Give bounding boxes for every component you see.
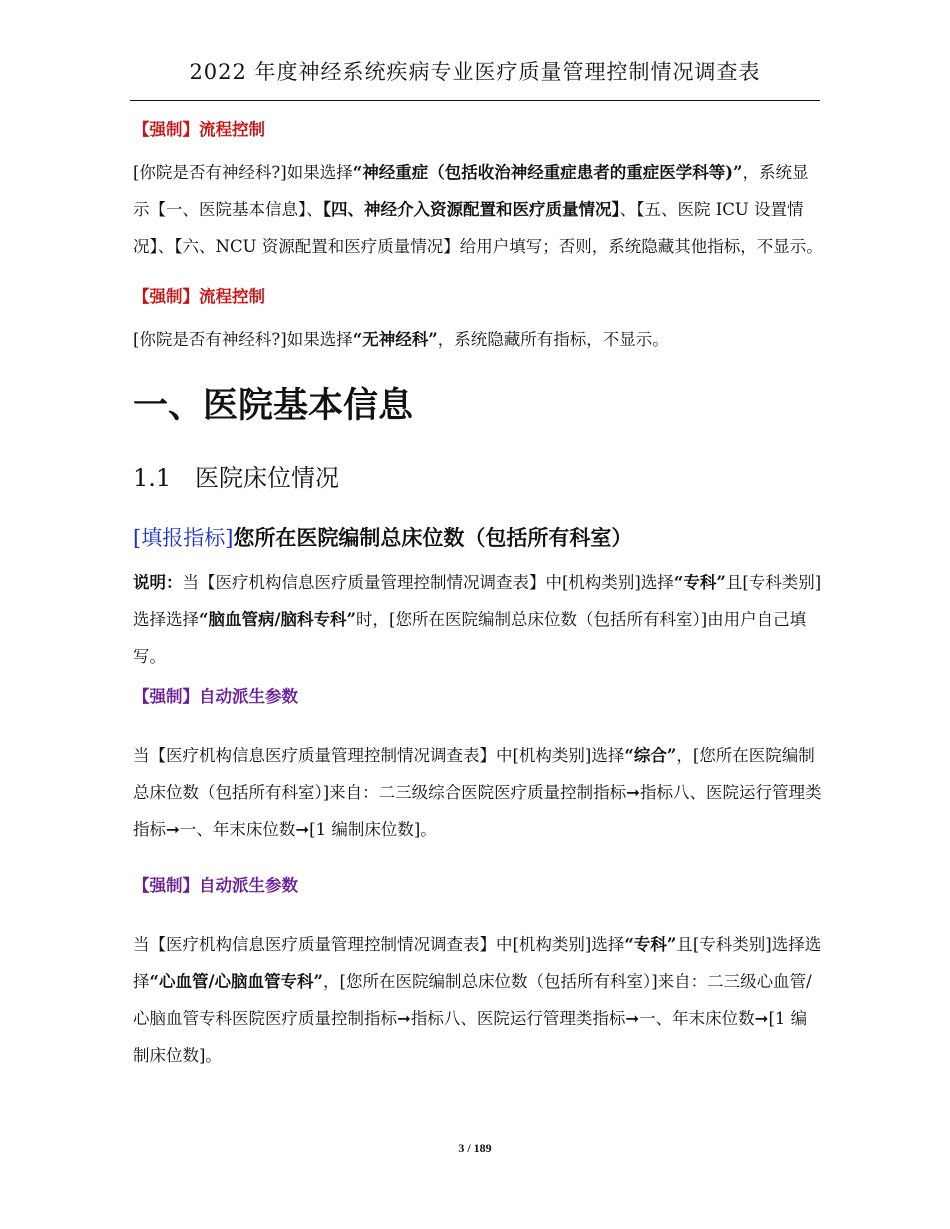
derived-param-tag: 【强制】自动派生参数 [133, 687, 298, 706]
page-content [133, 108, 823, 1074]
note-paragraph: 说明：当【医疗机构信息医疗质量管理控制情况调查表】中[机构类别]选择“专科”且[专科类别]选择选择“脑血管病/脑科专科”时，[您所在医院编制总床位数（包括所有科室）]由用户自己填写。 [133, 573, 822, 666]
flow-control-tag: 【强制】流程控制 [133, 120, 265, 139]
flow-control-tag-2: 【强制】流程控制 [133, 287, 265, 306]
header-rule [130, 100, 820, 101]
indicator-prefix: [填报指标] [133, 526, 234, 550]
derived-param-paragraph: 当【医疗机构信息医疗质量管理控制情况调查表】中[机构类别]选择“综合”，[您所在医院编制总床位数（包括所有科室）]来自：二三级综合医院医疗质量控制指标➞指标八、医院运行管理类指标➞一、年末床位数➞[1 编制床位数]。 [133, 746, 822, 839]
section-heading: 一、医院基本信息 [133, 385, 414, 426]
flow-control-paragraph: [你院是否有神经科?]如果选择“神经重症（包括收治神经重症患者的重症医学科等)”，系统显示【一、医院基本信息】、【四、神经介入资源配置和医疗质量情况】、【五、医院 ICU 设置情况】、【六、NCU 资源配置和医疗质量情况】给用户填写；否则，系统隐藏其他指标，不显示。 [133, 163, 823, 256]
subsection-heading: 1.1 医院床位情况 [133, 464, 339, 492]
derived-param-tag-2: 【强制】自动派生参数 [133, 876, 298, 895]
flow-control-paragraph-2: [你院是否有神经科?]如果选择“无神经科”，系统隐藏所有指标，不显示。 [133, 330, 669, 349]
page-header-title: 2022 年度神经系统疾病专业医疗质量管理控制情况调查表 [189, 60, 761, 84]
derived-param-paragraph-2: 当【医疗机构信息医疗质量管理控制情况调查表】中[机构类别]选择“专科”且[专科类别]选择选择“心血管/心脑血管专科”，[您所在医院编制总床位数（包括所有科室）]来自：二三级心血管/心脑血管专科医院医疗质量控制指标➞指标八、医院运行管理类指标➞一、年末床位数➞[1 编制床位数]。 [133, 935, 822, 1065]
page-number: 3 / 189 [458, 1141, 492, 1155]
indicator-heading: [填报指标]您所在医院编制总床位数（包括所有科室） [133, 525, 633, 550]
